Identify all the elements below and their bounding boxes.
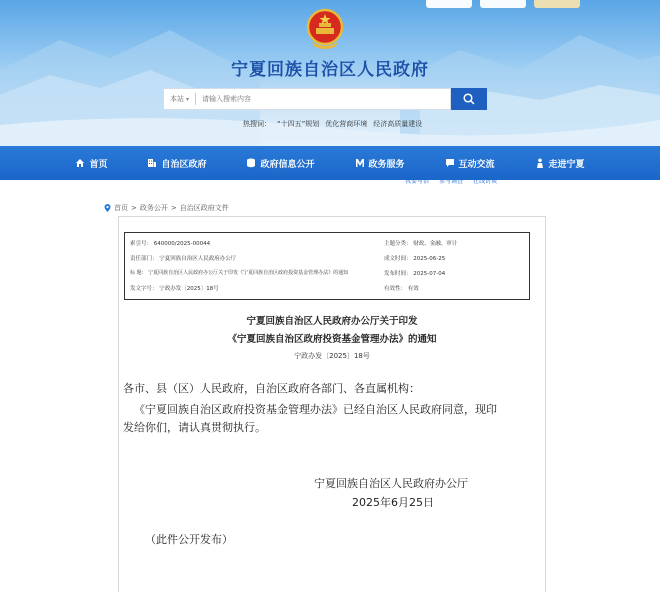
meta-validity: 有效性： 有效 [384, 286, 419, 292]
sub-nav-link[interactable]: 参与调查 [439, 178, 464, 185]
hot-word-link[interactable]: 经济高质量建设 [373, 120, 423, 128]
chat-icon [445, 158, 455, 168]
meta-doc-no: 发文字号： 宁政办发〔2025〕18号 [130, 286, 219, 292]
top-link-button[interactable] [534, 0, 580, 8]
search-input[interactable] [196, 95, 396, 103]
nav-item-home[interactable] [55, 146, 127, 180]
sub-nav-link[interactable]: 在线访谈 [473, 178, 498, 185]
nav-item-government[interactable] [127, 146, 226, 180]
location-pin-icon [104, 204, 111, 212]
sub-nav-links [405, 176, 497, 185]
search-box [163, 88, 451, 110]
meta-category: 主题分类： 财政、金融、审计 [384, 241, 458, 247]
nav-item-label: 首页 [89, 159, 108, 170]
hot-word-link[interactable]: “十四五”规划 [277, 120, 320, 128]
meta-title: 标 题： 宁夏回族自治区人民政府办公厅关于印发《宁夏回族自治区政府投资基金管理办法》的通知 [130, 270, 349, 276]
breadcrumb-gov-affairs[interactable]: 政务公开 [139, 204, 168, 212]
nav-item-label: 互动交流 [458, 159, 495, 170]
hot-words-label: 热搜词： [243, 120, 271, 128]
document-title-line2: 《宁夏回族自治区政府投资基金管理办法》的通知 [227, 334, 437, 345]
home-icon [75, 158, 85, 168]
service-icon [355, 158, 365, 168]
search-icon [463, 93, 475, 105]
document-note: （此件公开发布） [145, 533, 233, 546]
meta-issuer: 责任部门： 宁夏回族自治区人民政府办公厅 [130, 256, 237, 262]
breadcrumb [104, 203, 229, 213]
meta-publish-date: 发布时间： 2025-07-04 [384, 271, 446, 277]
top-buttons [426, 0, 580, 8]
sub-nav-link[interactable]: 我要写信 [405, 178, 430, 185]
top-link-button[interactable] [426, 0, 472, 8]
building-icon [147, 158, 157, 168]
document-body-line1: 《宁夏回族自治区政府投资基金管理办法》已经自治区人民政府同意，现印 [134, 403, 497, 416]
document-number: 宁政办发〔2025〕18号 [294, 352, 370, 360]
breadcrumb-separator: > [170, 204, 177, 212]
person-icon [535, 158, 545, 168]
nav-item-label: 政府信息公开 [260, 159, 315, 170]
hot-word-link[interactable]: 优化营商环境 [325, 120, 368, 128]
search-scope-select[interactable] [164, 94, 195, 104]
search-scope-label: 本站 [170, 95, 184, 103]
breadcrumb-current[interactable]: 自治区政府文件 [179, 204, 229, 212]
meta-index-no: 索引号： 640000/2025-00044 [130, 241, 211, 247]
nav-item-label: 走进宁夏 [548, 159, 585, 170]
top-link-button[interactable] [480, 0, 526, 8]
nav-item-services[interactable] [335, 146, 425, 180]
document-date: 2025年6月25日 [352, 496, 434, 509]
breadcrumb-separator: > [131, 204, 137, 212]
meta-created-date: 成文时间： 2025-06-25 [384, 256, 446, 262]
database-icon [246, 158, 256, 168]
national-emblem-icon [306, 8, 344, 50]
document-title-line1: 宁夏回族自治区人民政府办公厅关于印发 [246, 316, 418, 327]
hot-words [243, 119, 422, 129]
main-nav [0, 146, 660, 180]
site-title[interactable]: 宁夏回族自治区人民政府 [231, 60, 429, 80]
nav-item-interaction[interactable] [425, 146, 515, 180]
chevron-down-icon: ▾ [186, 95, 190, 103]
document-addressee: 各市、县（区）人民政府，自治区政府各部门、各直属机构： [123, 382, 420, 395]
nav-item-label: 自治区政府 [161, 159, 207, 170]
document-body-line2: 发给你们，请认真贯彻执行。 [123, 421, 266, 434]
nav-item-info-disclosure[interactable] [226, 146, 334, 180]
search-button[interactable] [451, 88, 487, 110]
nav-item-ningxia[interactable] [515, 146, 605, 180]
nav-item-label: 政务服务 [368, 159, 405, 170]
breadcrumb-home[interactable]: 首页 [114, 204, 128, 212]
document-signer: 宁夏回族自治区人民政府办公厅 [314, 477, 468, 490]
